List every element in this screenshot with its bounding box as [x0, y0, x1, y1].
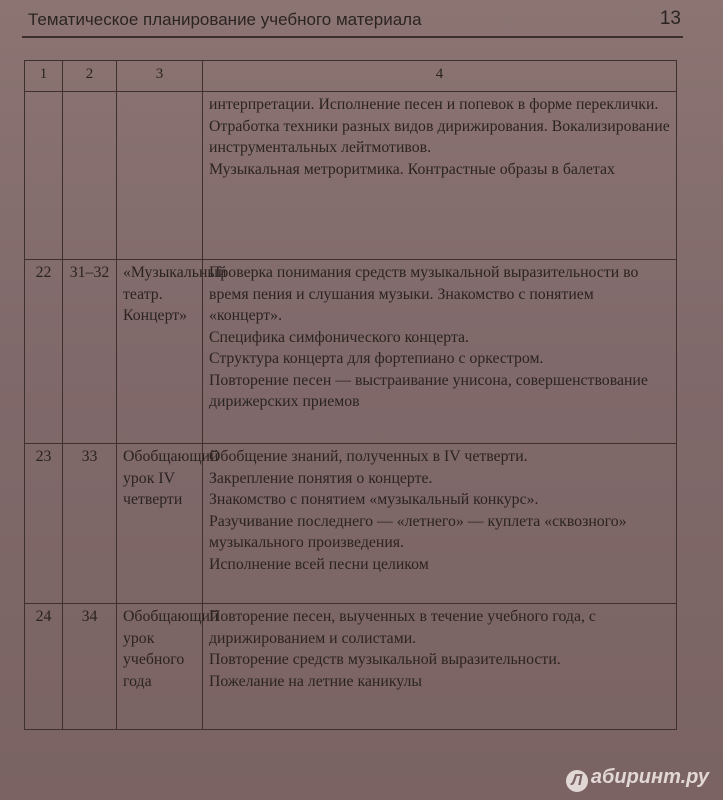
content-paragraph: Структура концерта для фортепиано с оркестром. — [209, 350, 544, 367]
table-row — [25, 604, 677, 730]
content-paragraph: Отработка техники разных видов дирижирования. Вокализирование инструментальных лейтмотивов. — [209, 117, 670, 156]
table-row — [25, 444, 677, 604]
planning-table — [24, 60, 677, 730]
lesson-number-cell: 23 — [25, 444, 63, 604]
table-row — [25, 260, 677, 444]
content-paragraph: Исполнение всей песни целиком — [209, 555, 429, 573]
content-cell — [203, 604, 677, 730]
lesson-hours-cell — [63, 92, 117, 260]
column-header-1: 1 — [25, 61, 63, 92]
topic-cell: «Музыкальный театр. Концерт» — [117, 260, 203, 444]
content-paragraph: интерпретации. Исполнение песен и попевок в форме переклички. — [209, 96, 659, 113]
topic-cell: Обобщающий урок IV четверти — [117, 444, 203, 604]
content-paragraph: Пожелание на летние каникулы — [209, 672, 422, 690]
content-cell — [203, 444, 677, 604]
content-paragraph: Повторение средств музыкальной выразительности. — [209, 651, 561, 668]
lesson-hours-cell: 34 — [63, 604, 117, 730]
topic-cell — [117, 92, 203, 260]
content-paragraph: Разучивание последнего — «летнего» — куплета «сквозного» музыкального произведения. — [209, 512, 627, 551]
table-header-row — [25, 61, 677, 92]
table-row — [25, 92, 677, 260]
content-paragraph: Повторение песен — выстраивание унисона, совершенствование дирижерских приемов — [209, 371, 648, 410]
content-paragraph: Обобщение знаний, полученных в IV четверти. — [209, 448, 528, 465]
running-header — [22, 6, 683, 38]
lesson-number-cell — [25, 92, 63, 260]
content-cell — [203, 260, 677, 444]
labirint-watermark — [566, 766, 709, 792]
column-header-4: 4 — [203, 61, 677, 92]
content-paragraph: Знакомство с понятием «музыкальный конкурс». — [209, 491, 539, 508]
lesson-hours-cell: 31–32 — [63, 260, 117, 444]
column-header-2: 2 — [63, 61, 117, 92]
labirint-logo-icon: Л — [566, 770, 588, 792]
page-number: 13 — [659, 8, 681, 29]
content-paragraph: Специфика симфонического концерта. — [209, 328, 470, 346]
lesson-hours-cell: 33 — [63, 444, 117, 604]
content-paragraph: Закрепление понятия о концерте. — [209, 469, 433, 487]
lesson-number-cell: 22 — [25, 260, 63, 444]
content-paragraph: Проверка понимания средств музыкальной выразительности во время пения и слушания музыки. Знакомство с понятием «концерт». — [209, 264, 639, 324]
lesson-number-cell: 24 — [25, 604, 63, 730]
content-paragraph: Повторение песен, выученных в течение учебного года, с дирижированием и солистами. — [209, 608, 596, 647]
content-cell — [203, 92, 677, 260]
content-paragraph: Музыкальная метроритмика. Контрастные образы в балетах — [209, 160, 615, 178]
column-header-3: 3 — [117, 61, 203, 92]
topic-cell: Обобщающий урок учебного года — [117, 604, 203, 730]
watermark-text: абиринт.ру — [590, 766, 709, 788]
running-header-title: Тематическое планирование учебного материала — [28, 10, 422, 29]
